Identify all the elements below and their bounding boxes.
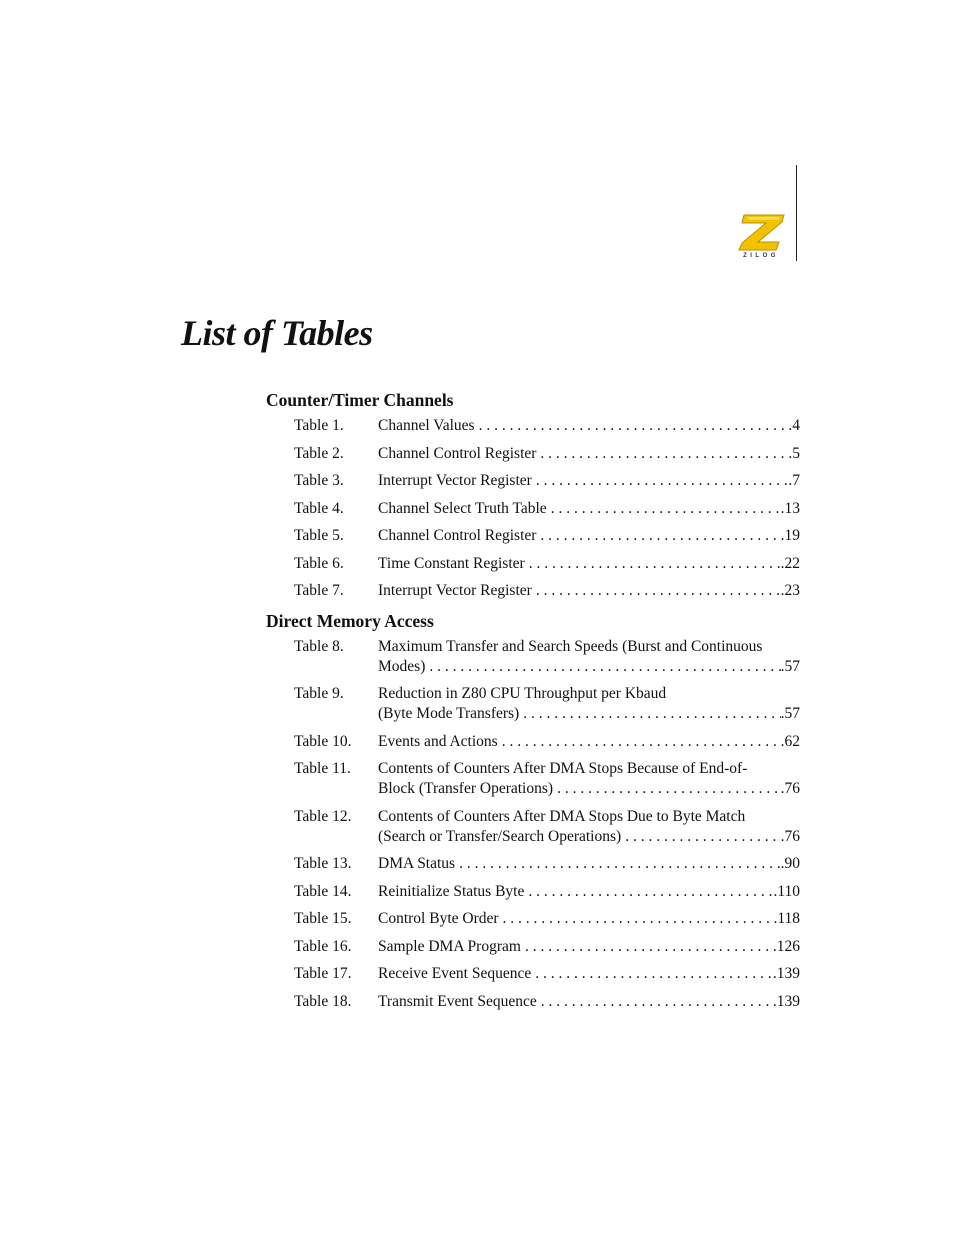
page-number[interactable]: .22 <box>780 554 800 572</box>
dot-leader <box>525 554 781 574</box>
dot-leader <box>519 704 780 724</box>
dot-leader <box>537 992 773 1012</box>
entry-body <box>378 759 800 799</box>
toc-entry[interactable] <box>294 444 800 464</box>
entry-last-line <box>378 882 800 902</box>
entry-last-line <box>378 992 800 1012</box>
dot-leader <box>547 499 781 519</box>
entry-body <box>378 637 800 677</box>
entry-last-line <box>378 581 800 601</box>
table-title: Channel Control Register <box>378 527 537 544</box>
dot-leader <box>524 882 773 902</box>
dot-leader <box>498 732 781 752</box>
page-number[interactable]: .13 <box>780 499 800 517</box>
entry-last-line <box>378 416 800 436</box>
page-number[interactable]: .57 <box>780 657 800 675</box>
table-number: Table 11. <box>294 760 351 777</box>
toc-entry[interactable] <box>294 759 800 799</box>
table-number: Table 1. <box>294 417 344 434</box>
entry-last-line <box>378 657 800 677</box>
table-title-line: Reduction in Z80 CPU Throughput per Kbaud <box>378 685 667 702</box>
toc-section <box>266 609 800 1012</box>
table-number: Table 12. <box>294 807 352 825</box>
page-title: List of Tables <box>181 313 373 353</box>
page-number[interactable]: .57 <box>780 705 800 722</box>
table-number: Table 3. <box>294 472 344 489</box>
dot-leader <box>532 581 781 601</box>
toc-entry[interactable] <box>294 992 800 1012</box>
toc-entry[interactable] <box>294 732 800 752</box>
toc-entry[interactable] <box>294 964 800 984</box>
entry-body <box>378 964 800 984</box>
dot-leader <box>531 964 773 984</box>
toc-entry[interactable] <box>294 526 800 546</box>
table-number: Table 13. <box>294 855 352 872</box>
table-number: Table 17. <box>294 965 352 982</box>
toc-entry[interactable] <box>294 684 800 724</box>
table-title: Reinitialize Status Byte <box>378 882 525 900</box>
table-title: Channel Control Register <box>378 444 537 462</box>
toc-entry[interactable] <box>294 807 800 847</box>
entry-body <box>378 684 800 724</box>
entry-last-line <box>378 704 800 724</box>
page-number[interactable]: .90 <box>780 855 800 872</box>
entry-last-line <box>378 964 800 984</box>
dot-leader <box>521 937 773 957</box>
entry-body <box>378 909 800 929</box>
table-number: Table 7. <box>294 582 344 599</box>
dot-leader <box>536 444 788 464</box>
logo-text: ZILOG <box>743 253 779 259</box>
section-heading: Counter/Timer Channels <box>266 390 454 410</box>
entry-last-line <box>378 732 800 752</box>
table-title: Events and Actions <box>378 732 498 750</box>
entry-last-line <box>378 554 800 574</box>
table-number: Table 16. <box>294 937 352 955</box>
entry-body <box>378 526 800 546</box>
entry-last-line <box>378 854 800 874</box>
page-number[interactable]: .110 <box>773 882 800 900</box>
table-number: Table 9. <box>294 685 344 702</box>
page-number[interactable]: .126 <box>772 937 800 955</box>
toc-entry[interactable] <box>294 499 800 519</box>
toc-entry[interactable] <box>294 937 800 957</box>
toc-section <box>266 388 800 601</box>
page-number[interactable]: .7 <box>788 472 800 489</box>
toc-entry[interactable] <box>294 854 800 874</box>
table-title-line: Contents of Counters After DMA Stops Due to Byte Match <box>378 807 746 825</box>
section-heading: Direct Memory Access <box>266 610 434 631</box>
entry-body <box>378 854 800 874</box>
page-number[interactable]: .118 <box>773 910 800 927</box>
page-number[interactable]: .139 <box>772 965 800 982</box>
table-title-line: Maximum Transfer and Search Speeds (Burst and Continuous <box>378 637 763 655</box>
table-title: Control Byte Order <box>378 910 499 927</box>
table-title: Sample DMA Program <box>378 937 521 955</box>
entry-body <box>378 807 800 847</box>
entry-body <box>378 882 800 902</box>
table-title: DMA Status <box>378 855 456 872</box>
page-number[interactable]: .76 <box>780 827 800 845</box>
dot-leader <box>621 827 780 847</box>
table-title: Transmit Event Sequence <box>378 992 537 1010</box>
table-number: Table 14. <box>294 882 352 900</box>
table-of-contents <box>266 388 800 1019</box>
table-title: Block (Transfer Operations) <box>378 780 554 797</box>
table-number: Table 10. <box>294 732 352 750</box>
entry-last-line <box>378 937 800 957</box>
table-number: Table 6. <box>294 554 344 572</box>
table-number: Table 4. <box>294 499 344 517</box>
entry-body <box>378 992 800 1012</box>
table-title: Modes) <box>378 657 426 675</box>
header-rule <box>796 165 797 261</box>
toc-entry[interactable] <box>294 581 800 601</box>
entry-last-line <box>378 444 800 464</box>
table-number: Table 5. <box>294 527 344 544</box>
toc-entry[interactable] <box>294 909 800 929</box>
entry-body <box>378 937 800 957</box>
entry-body <box>378 499 800 519</box>
toc-entry[interactable] <box>294 554 800 574</box>
dot-leader <box>536 526 780 546</box>
table-number: Table 18. <box>294 992 352 1010</box>
table-title: (Byte Mode Transfers) <box>378 705 520 722</box>
table-title: (Search or Transfer/Search Operations) <box>378 827 622 845</box>
toc-entry[interactable] <box>294 637 800 677</box>
page-number[interactable]: .76 <box>780 780 800 797</box>
entry-last-line <box>378 526 800 546</box>
page-number[interactable]: .23 <box>780 582 800 599</box>
page-number[interactable]: .5 <box>788 444 800 462</box>
dot-leader <box>475 416 789 436</box>
table-title: Channel Values <box>378 417 475 434</box>
dot-leader <box>499 909 774 929</box>
zilog-z-icon <box>738 212 786 252</box>
entry-body <box>378 554 800 574</box>
table-title: Interrupt Vector Register <box>378 582 532 599</box>
dot-leader <box>532 471 789 491</box>
table-number: Table 8. <box>294 637 344 655</box>
entry-body <box>378 444 800 464</box>
table-title-line: Contents of Counters After DMA Stops Because of End-of- <box>378 760 748 777</box>
entry-last-line <box>378 827 800 847</box>
dot-leader <box>455 854 781 874</box>
dot-leader <box>553 779 781 799</box>
table-title: Interrupt Vector Register <box>378 472 532 489</box>
entry-body <box>378 416 800 436</box>
toc-entry[interactable] <box>294 882 800 902</box>
table-title: Time Constant Register <box>378 554 525 572</box>
entry-body <box>378 581 800 601</box>
table-number: Table 2. <box>294 444 344 462</box>
entry-body <box>378 732 800 752</box>
entry-last-line <box>378 779 800 799</box>
table-title: Receive Event Sequence <box>378 965 532 982</box>
table-number: Table 15. <box>294 910 352 927</box>
entry-body <box>378 471 800 491</box>
page-number[interactable]: .19 <box>780 527 800 544</box>
table-title: Channel Select Truth Table <box>378 499 547 517</box>
dot-leader <box>425 657 780 677</box>
entry-last-line <box>378 471 800 491</box>
toc-entry[interactable] <box>294 416 800 436</box>
toc-entry[interactable] <box>294 471 800 491</box>
page-number[interactable]: .139 <box>772 992 800 1010</box>
page-number[interactable]: .62 <box>780 732 800 750</box>
entry-last-line <box>378 499 800 519</box>
entry-last-line <box>378 909 800 929</box>
page-number[interactable]: .4 <box>788 417 800 434</box>
zilog-logo <box>738 212 788 264</box>
